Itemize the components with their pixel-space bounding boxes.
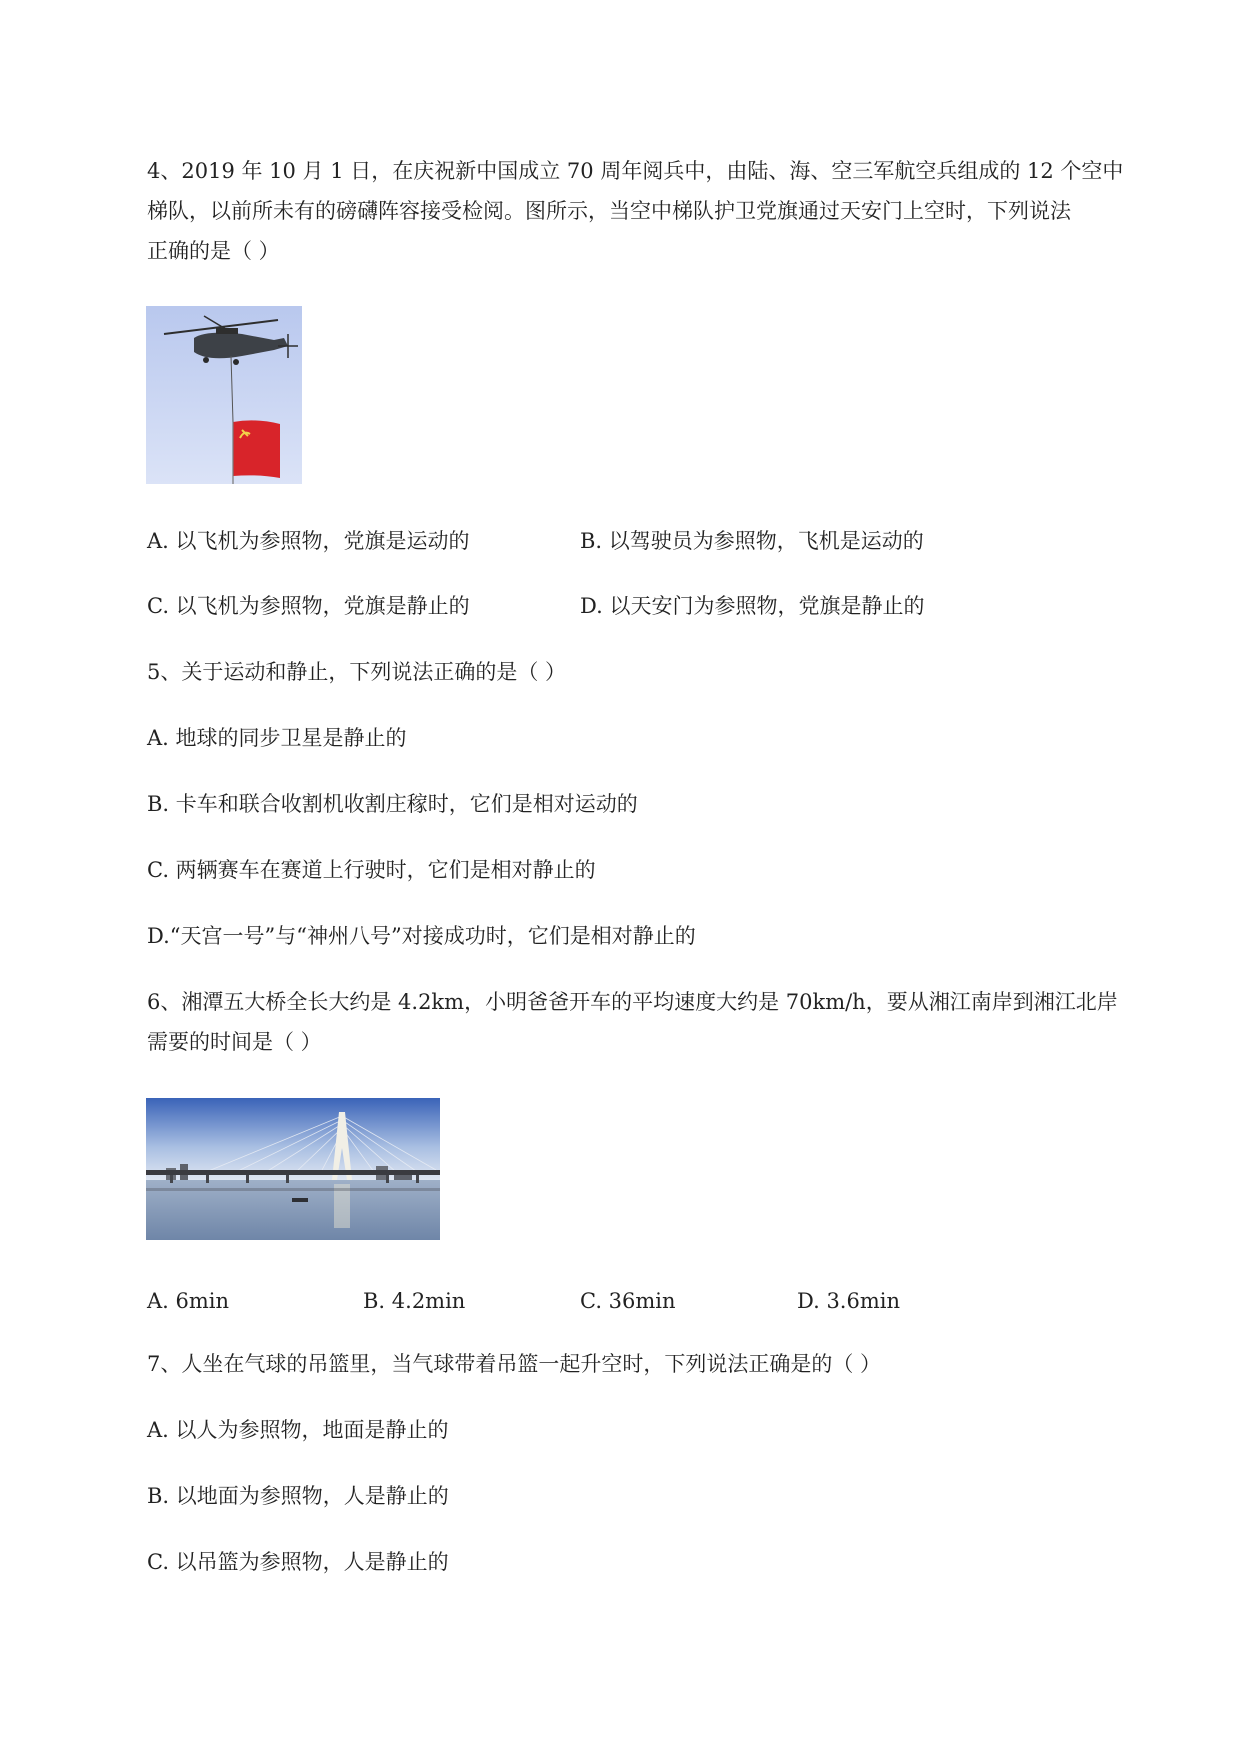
q6-option-d: D. 3.6min [797, 1289, 900, 1313]
q7-stem: 7、人坐在气球的吊篮里，当气球带着吊篮一起升空时，下列说法正确是的（ ） [147, 1352, 882, 1376]
q5-option-d: D.“天宫一号”与“神州八号”对接成功时，它们是相对静止的 [147, 924, 696, 948]
q4-stem-line-1: 4、2019 年 10 月 1 日，在庆祝新中国成立 70 周年阅兵中，由陆、海、空三军航空兵组成的 12 个空中 [147, 159, 1124, 183]
q5-stem: 5、关于运动和静止，下列说法正确的是（ ） [147, 660, 567, 684]
q6-stem-line-2: 需要的时间是（ ） [147, 1030, 322, 1054]
q4-option-b: B. 以驾驶员为参照物，飞机是运动的 [580, 529, 924, 553]
q6-option-c: C. 36min [580, 1289, 676, 1313]
bridge-image [146, 1098, 440, 1240]
q4-option-d: D. 以天安门为参照物，党旗是静止的 [580, 594, 925, 618]
q7-option-a: A. 以人为参照物，地面是静止的 [147, 1418, 449, 1442]
q5-option-c: C. 两辆赛车在赛道上行驶时，它们是相对静止的 [147, 858, 596, 882]
q4-option-a: A. 以飞机为参照物，党旗是运动的 [147, 529, 470, 553]
helicopter-flag-image [146, 306, 302, 484]
q7-option-b: B. 以地面为参照物，人是静止的 [147, 1484, 449, 1508]
q5-option-a: A. 地球的同步卫星是静止的 [147, 726, 407, 750]
q6-option-b: B. 4.2min [363, 1289, 466, 1313]
q4-stem-line-3: 正确的是（ ） [147, 239, 280, 263]
q4-stem-line-2: 梯队，以前所未有的磅礴阵容接受检阅。图所示，当空中梯队护卫党旗通过天安门上空时，下列说法 [147, 199, 1071, 223]
q6-option-a: A. 6min [147, 1289, 230, 1313]
q4-option-c: C. 以飞机为参照物，党旗是静止的 [147, 594, 470, 618]
q5-option-b: B. 卡车和联合收割机收割庄稼时，它们是相对运动的 [147, 792, 638, 816]
q7-option-c: C. 以吊篮为参照物，人是静止的 [147, 1550, 449, 1574]
q6-stem-line-1: 6、湘潭五大桥全长大约是 4.2km，小明爸爸开车的平均速度大约是 70km/h，要从湘江南岸到湘江北岸 [147, 990, 1118, 1014]
